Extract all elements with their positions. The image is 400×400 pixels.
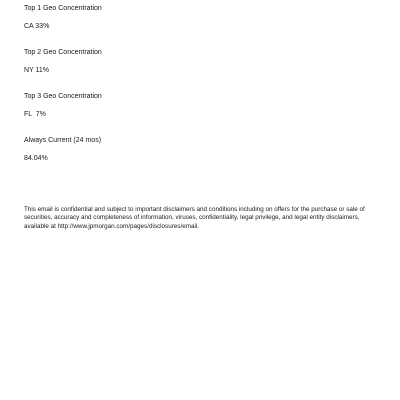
email-disclaimer: This email is confidential and subject to important disclaimers and conditions including on offers for the purchase or sale of securities, accuracy and completeness of information, viruses, confidentiality, legal privilege, and legal entity disclaimers, available at http://www.jpmorgan.com/pages/disclosures/email. bbox=[24, 206, 365, 230]
top-2-geo-value: NY 11% bbox=[24, 67, 50, 74]
top-3-geo-label: Top 3 Geo Concentration bbox=[24, 93, 102, 100]
always-current-value: 84.04% bbox=[24, 155, 48, 162]
top-2-geo-label: Top 2 Geo Concentration bbox=[24, 49, 102, 56]
always-current-label: Always Current (24 mos) bbox=[24, 137, 102, 144]
top-1-geo-value: CA 33% bbox=[24, 23, 50, 30]
top-1-geo-label: Top 1 Geo Concentration bbox=[24, 5, 102, 12]
top-3-geo-value: FL 7% bbox=[24, 111, 46, 118]
